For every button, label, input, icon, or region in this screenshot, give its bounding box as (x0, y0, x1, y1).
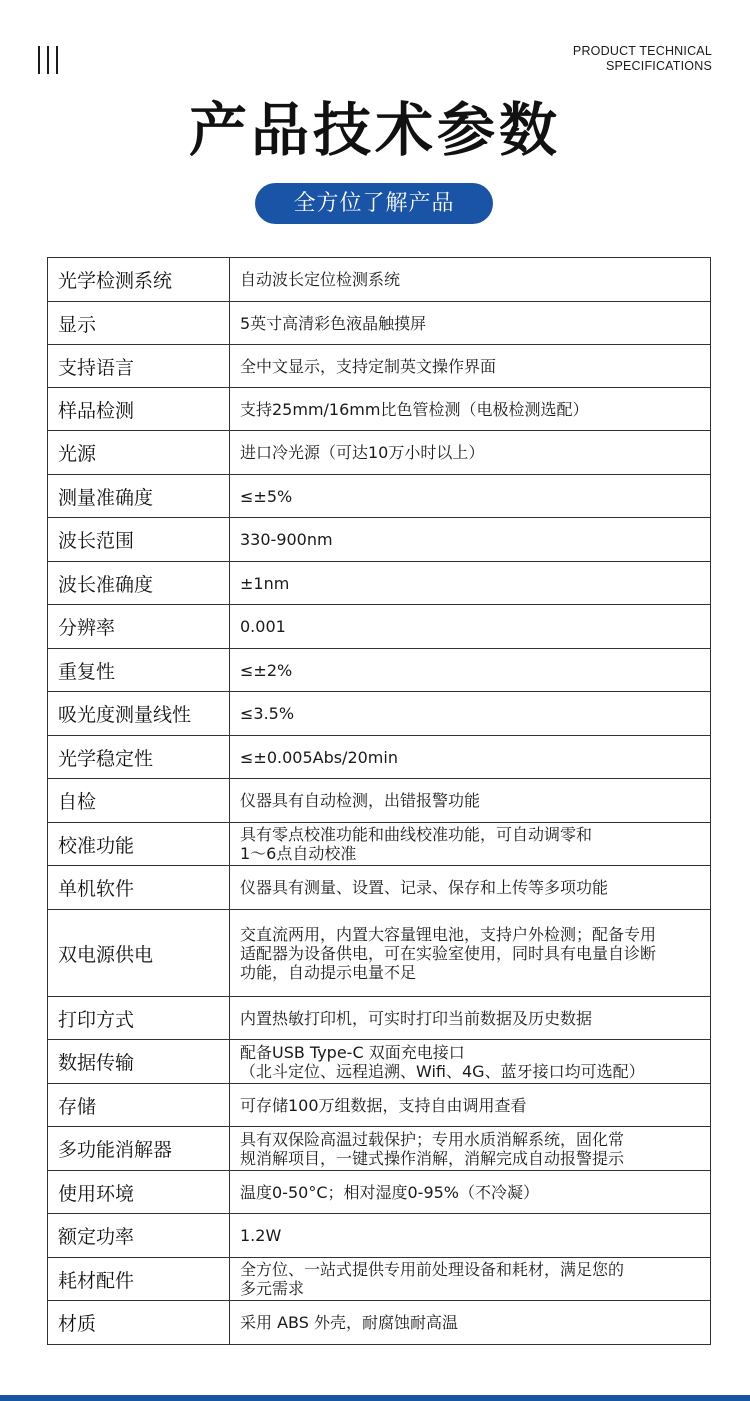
english-heading-line-1: PRODUCT TECHNICAL (572, 44, 712, 58)
spec-value-line: 1.2W (240, 1226, 282, 1245)
english-heading-line-2: SPECIFICATIONS (605, 59, 712, 73)
spec-value-line: 内置热敏打印机，可实时打印当前数据及历史数据 (240, 1008, 593, 1028)
subtitle-badge: 全方位了解产品 (255, 183, 493, 224)
table-row (48, 562, 711, 605)
english-heading (573, 44, 712, 74)
spec-value (230, 1040, 711, 1084)
table-row (48, 431, 711, 475)
spec-value-line: 支持25mm/16mm比色管检测（电极检测选配） (240, 399, 589, 419)
spec-value-line: ≤3.5% (240, 704, 295, 723)
table-row (48, 475, 711, 518)
spec-name: 显示 (48, 302, 230, 345)
table-row (48, 736, 711, 779)
table-row (48, 388, 711, 431)
spec-value-line: 具有双保险高温过载保护；专用水质消解系统，固化常 (240, 1129, 625, 1149)
spec-name: 自检 (48, 779, 230, 823)
spec-value (230, 1127, 711, 1171)
spec-value (230, 562, 711, 605)
spec-name: 测量准确度 (48, 475, 230, 518)
table-row (48, 605, 711, 649)
table-row (48, 302, 711, 345)
spec-value-line: ±1nm (240, 573, 290, 593)
spec-value (230, 736, 711, 779)
spec-name: 材质 (48, 1301, 230, 1345)
spec-name: 支持语言 (48, 345, 230, 388)
spec-value-line: 交直流两用，内置大容量锂电池，支持户外检测；配备专用 (240, 924, 657, 944)
spec-name: 单机软件 (48, 866, 230, 910)
spec-value (230, 518, 711, 562)
spec-value-line: 0.001 (240, 617, 286, 636)
table-row (48, 1040, 711, 1084)
spec-name: 吸光度测量线性 (48, 692, 230, 736)
spec-value-line: 具有零点校准功能和曲线校准功能，可自动调零和 (240, 825, 593, 844)
table-row (48, 1127, 711, 1171)
spec-value (230, 258, 711, 302)
bottom-accent-bar (0, 1395, 750, 1401)
spec-value (230, 997, 711, 1040)
spec-name: 耗材配件 (48, 1258, 230, 1301)
spec-name: 存储 (48, 1084, 230, 1127)
spec-name: 校准功能 (48, 823, 230, 866)
spec-value-line: 1～6点自动校准 (240, 844, 357, 863)
table-row (48, 866, 711, 910)
spec-name: 多功能消解器 (48, 1127, 230, 1171)
table-row (48, 997, 711, 1040)
spec-name: 使用环境 (48, 1171, 230, 1214)
spec-value (230, 388, 711, 431)
spec-value-line: 多元需求 (240, 1279, 305, 1298)
spec-value-line: 全方位、一站式提供专用前处理设备和耗材，满足您的 (240, 1260, 625, 1279)
spec-value-line: 可存储100万组数据，支持自由调用查看 (240, 1095, 527, 1115)
spec-value-line: 5英寸高清彩色液晶触摸屏 (240, 313, 427, 333)
spec-value-line: 温度0-50°C；相对湿度0-95%（不冷凝） (240, 1182, 540, 1202)
table-row (48, 258, 711, 302)
table-row (48, 345, 711, 388)
spec-value (230, 605, 711, 649)
spec-value-line: 规消解项目，一键式操作消解，消解完成自动报警提示 (240, 1148, 625, 1168)
spec-value-line: 全中文显示，支持定制英文操作界面 (240, 356, 497, 376)
spec-value (230, 779, 711, 823)
page-title: 产品技术参数 (188, 96, 561, 164)
spec-value-line: ≤±2% (240, 660, 293, 680)
table-row (48, 823, 711, 866)
spec-name: 双电源供电 (48, 910, 230, 997)
decorative-bars-icon (38, 46, 60, 74)
spec-name: 打印方式 (48, 997, 230, 1040)
table-row (48, 518, 711, 562)
spec-value-line: ≤±0.005Abs/20min (240, 747, 398, 767)
spec-value-line: 自动波长定位检测系统 (240, 270, 401, 289)
spec-value (230, 431, 711, 475)
spec-name: 分辨率 (48, 605, 230, 649)
table-row (48, 1171, 711, 1214)
spec-name: 光源 (48, 431, 230, 475)
spec-value (230, 692, 711, 736)
spec-value-line: （北斗定位、远程追溯、Wifi、4G、蓝牙接口均可选配） (240, 1061, 645, 1081)
spec-value (230, 345, 711, 388)
spec-value-line: 进口冷光源（可达10万小时以上） (240, 443, 485, 462)
table-row (48, 1301, 711, 1345)
spec-name: 数据传输 (48, 1040, 230, 1084)
spec-value (230, 649, 711, 692)
table-row (48, 1214, 711, 1258)
spec-value-line: 仪器具有自动检测，出错报警功能 (240, 791, 481, 810)
spec-value (230, 1301, 711, 1345)
spec-name: 波长准确度 (48, 562, 230, 605)
spec-value-line: 适配器为设备供电，可在实验室使用，同时具有电量自诊断 (240, 943, 657, 963)
table-row (48, 779, 711, 823)
table-row (48, 910, 711, 997)
table-row (48, 1258, 711, 1301)
spec-name: 光学检测系统 (48, 258, 230, 302)
table-row (48, 1084, 711, 1127)
spec-table (47, 257, 711, 1345)
spec-value (230, 302, 711, 345)
spec-value (230, 910, 711, 997)
spec-value-line: 仪器具有测量、设置、记录、保存和上传等多项功能 (240, 878, 609, 897)
table-row (48, 649, 711, 692)
spec-value-line: 330-900nm (240, 530, 333, 549)
spec-name: 样品检测 (48, 388, 230, 431)
spec-value (230, 823, 711, 866)
spec-value-line: 配备USB Type-C 双面充电接口 (240, 1042, 465, 1062)
spec-name: 光学稳定性 (48, 736, 230, 779)
spec-value-line: 功能，自动提示电量不足 (240, 962, 417, 982)
spec-name: 波长范围 (48, 518, 230, 562)
spec-value-line: 采用 ABS 外壳，耐腐蚀耐高温 (240, 1313, 458, 1332)
spec-value (230, 866, 711, 910)
table-row (48, 692, 711, 736)
spec-value (230, 1084, 711, 1127)
spec-value (230, 1171, 711, 1214)
spec-value (230, 1214, 711, 1258)
spec-value-line: ≤±5% (240, 486, 293, 506)
spec-value (230, 1258, 711, 1301)
spec-name: 额定功率 (48, 1214, 230, 1258)
spec-name: 重复性 (48, 649, 230, 692)
spec-value (230, 475, 711, 518)
